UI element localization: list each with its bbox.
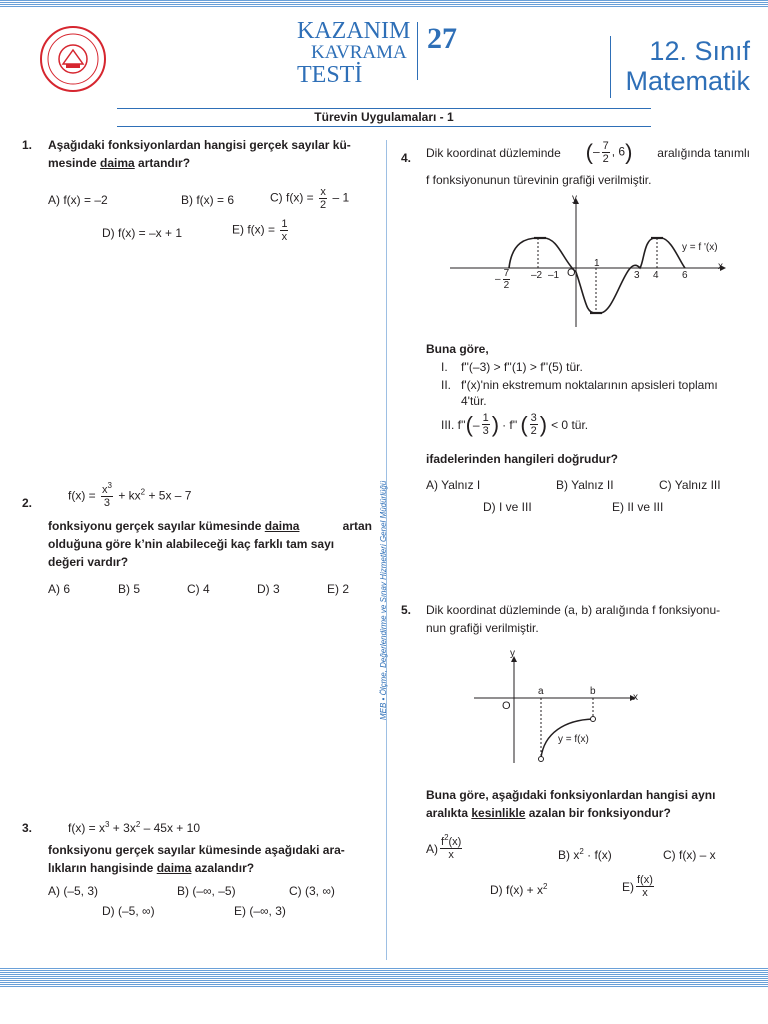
q4-line2: f fonksiyonunun türevinin grafiği verilmiştir. [426, 173, 652, 187]
q2-f-frac [101, 481, 113, 509]
q4-int-frac [602, 140, 610, 165]
grade-label: 12. Sınıf [649, 36, 750, 66]
q4-derivative-graph [448, 192, 738, 332]
q5-a-label: a [538, 686, 544, 697]
q4-option-c[interactable]: C) Yalnız III [659, 478, 721, 492]
q4-intro-post: aralığında tanımlı [657, 145, 750, 160]
q4-tick-frac-num: 7 [503, 268, 510, 279]
q5-graph-label: y = f(x) [558, 734, 589, 745]
q5-b-pre: B) x [558, 848, 580, 862]
q2-option-a[interactable]: A) 6 [48, 582, 71, 596]
q5-question-line2 [426, 804, 750, 822]
q4-interval: (– $\frac{7}{2}$ , 6) [585, 139, 633, 165]
q4-axis-y-label: y [572, 193, 577, 204]
q5-d-exp: 2 [543, 882, 548, 891]
q1-option-a[interactable]: A) f(x) = –2 [48, 193, 108, 207]
grade-subject [625, 36, 750, 96]
q1-stem [48, 136, 374, 172]
q1-c-pre: C) f(x) = [270, 190, 314, 205]
q4-tick-4: 4 [653, 270, 659, 281]
q5-e-den: x [642, 887, 648, 899]
q4-item-2-line1: f'(x)'nin ekstremum noktalarının apsisleri toplamı [461, 378, 718, 392]
q5-kesinlikle: kesinlikle [471, 806, 526, 820]
logo-testi: TESTİ [297, 62, 363, 88]
top-stripe-band [0, 0, 768, 8]
q2-option-d[interactable]: D) 3 [257, 582, 280, 596]
q4-tick-frac-den: 2 [503, 280, 510, 291]
q4-tick-origin: O [567, 267, 576, 279]
q4-option-a[interactable]: A) Yalnız I [426, 478, 481, 492]
q5-a-frac [440, 833, 462, 861]
q2-line3: değeri vardır? [48, 555, 129, 569]
q3-option-e[interactable]: E) (–∞, 3) [234, 904, 286, 918]
q5-a-num [440, 833, 462, 849]
q4-iii-frac1 [482, 412, 490, 437]
q4-tick-1: 1 [594, 258, 600, 269]
q1-e-pre: E) f(x) = [232, 222, 276, 237]
q4-intro-pre: Dik koordinat düzleminde [426, 145, 561, 160]
q5-q2c: azalan bir fonksiyondur? [525, 806, 671, 820]
q5-a-num-post: (x) [448, 836, 462, 848]
q5-number: 5. [401, 603, 412, 617]
q2-stem [48, 517, 372, 571]
q4-int-rest: , 6 [611, 144, 626, 159]
q5-open-dot-a [539, 757, 544, 762]
q3-line2 [48, 859, 372, 877]
q5-b-label: b [590, 686, 596, 697]
q4-option-d[interactable]: D) I ve III [483, 500, 532, 514]
q4-int-num: 7 [602, 140, 609, 152]
q5-line2: nun grafiği verilmiştir. [426, 621, 539, 635]
q5-d-pre: D) f(x) + x [490, 883, 543, 897]
q4-item-2-label: II. [441, 378, 452, 392]
q5-option-e[interactable] [622, 874, 656, 899]
q4-item-1-label: I. [441, 360, 448, 374]
q5-axis-y-label: y [510, 648, 515, 659]
q2-line1c: artan [342, 519, 372, 533]
q2-option-e[interactable]: E) 2 [327, 582, 350, 596]
q1-c-num: x [320, 186, 326, 198]
q5-b-exp: 2 [579, 847, 584, 856]
q5-question [426, 786, 750, 822]
q3-f-exp1: 3 [105, 820, 110, 829]
q3-f-c: – 45x + 10 [140, 821, 200, 835]
q3-number: 3. [22, 821, 33, 835]
q4-int-den: 2 [602, 153, 609, 165]
subject-label: Matematik [625, 66, 750, 96]
q1-line1: Aşağıdaki fonksiyonlardan hangisi gerçek sayılar kü- [48, 138, 351, 152]
q5-q2a: aralıkta [426, 806, 472, 820]
q5-axis-x-label: x [633, 692, 638, 703]
q4-axis-x-label: x [718, 261, 723, 272]
q4-iii-post: < 0 tür. [551, 417, 589, 432]
q3-option-b[interactable]: B) (–∞, –5) [177, 884, 236, 898]
q4-item-1: f''(–3) > f''(1) > f''(5) tür. [461, 360, 583, 374]
logo-kazanim: KAZANIM [297, 18, 411, 44]
grade-divider [610, 36, 611, 98]
logo-kavrama: KAVRAMA [311, 42, 407, 63]
q2-f-num [101, 481, 113, 497]
q4-item-2-line2: 4'tür. [461, 394, 487, 408]
q2-f-den: 3 [103, 497, 111, 509]
q5-open-dot-b [591, 717, 596, 722]
q2-option-b[interactable]: B) 5 [118, 582, 141, 596]
q5-a-den: x [448, 849, 454, 861]
q5-option-d[interactable] [490, 883, 547, 897]
q2-function [68, 481, 192, 509]
q1-option-e[interactable] [232, 218, 290, 243]
q4-iii-n2: 3 [530, 412, 537, 424]
q3-f-exp2: 2 [135, 820, 141, 829]
q3-line2a: lıkların hangisinde [48, 861, 157, 875]
q4-question: ifadelerinden hangileri doğrudur? [426, 452, 619, 466]
q4-iii-d1: 3 [482, 425, 489, 437]
q5-b-post: · f(x) [583, 848, 612, 862]
q4-option-e[interactable]: E) II ve III [612, 500, 664, 514]
topic-rule-top [117, 108, 651, 109]
q4-iii-pre: III. f'' [441, 417, 466, 432]
q4-tick-6: 6 [682, 270, 688, 281]
q1-line2 [48, 154, 374, 172]
q4-iii-d2: 2 [530, 425, 537, 437]
q3-option-d[interactable]: D) (–5, ∞) [102, 904, 155, 918]
q4-iii-n1: 1 [482, 412, 489, 424]
q4-option-b[interactable]: B) Yalnız II [556, 478, 614, 492]
bottom-stripe-band [0, 968, 768, 988]
q5-question-line1: Buna göre, aşağıdaki fonksiyonlardan hangisi aynı [426, 788, 716, 802]
q5-stem [426, 601, 750, 637]
q5-option-c[interactable]: C) f(x) – x [663, 848, 716, 862]
q1-line2c: artandır? [134, 156, 191, 170]
q1-c-den: 2 [320, 199, 327, 211]
q2-option-c[interactable]: C) 4 [187, 582, 210, 596]
q2-line1a: fonksiyonu gerçek sayılar kümesinde [48, 519, 265, 533]
q5-e-frac [636, 874, 654, 899]
q1-option-c[interactable] [270, 186, 349, 211]
q1-number: 1. [22, 138, 33, 152]
q4-tick-m1: –1 [548, 270, 560, 281]
q4-graph-label: y = f '(x) [682, 242, 718, 253]
q3-function [68, 821, 200, 835]
q2-line2: olduğuna göre k’nin alabileceği kaç farklı tam sayı [48, 537, 335, 551]
q3-stem [48, 841, 372, 877]
q2-daima: daima [264, 519, 300, 533]
q1-e-den: x [281, 231, 288, 243]
q4-tick-3: 3 [634, 270, 640, 281]
q5-line1: Dik koordinat düzleminde (a, b) aralığında f fonksiyonu- [426, 603, 721, 617]
meb-emblem-icon [38, 24, 108, 94]
q2-f-num-base: x [102, 484, 108, 496]
q5-a-num-exp: 2 [444, 833, 449, 842]
q3-line2c: azalandır? [191, 861, 255, 875]
q5-e-pre: E) [622, 879, 634, 894]
q4-item-3: III. f'' ( – $\frac{1}{3}$ ) · f'' ( $\frac{3}{2}$ ) < 0 tür. [441, 411, 589, 437]
q5-a-pre: A) [426, 841, 438, 856]
q4-intro [426, 140, 750, 165]
q3-option-a[interactable]: A) (–5, 3) [48, 884, 99, 898]
q3-daima: daima [156, 861, 192, 875]
test-number: 27 [427, 22, 457, 55]
q5-option-b[interactable] [558, 848, 612, 862]
q3-line1: fonksiyonu gerçek sayılar kümesinde aşağıdaki ara- [48, 843, 345, 857]
q3-option-c[interactable]: C) (3, ∞) [289, 884, 335, 898]
q1-line2a: mesinde [48, 156, 101, 170]
q2-f-post2: + 5x – 7 [148, 488, 192, 503]
q5-origin-label: O [502, 700, 511, 712]
q1-e-frac [280, 218, 288, 243]
q5-a-num-base: f [441, 836, 445, 848]
logo-divider [417, 22, 418, 80]
q4-tick-m2: –2 [531, 270, 543, 281]
q4-number: 4. [401, 151, 412, 165]
topic-rule-bottom [117, 126, 651, 127]
q3-f-b: + 3x [109, 821, 136, 835]
q4-tick-frac: – $\frac{7}{2}$ [495, 268, 510, 291]
q5-e-num: f(x) [637, 874, 653, 886]
q4-iii-frac2 [530, 412, 538, 437]
q2-line1 [48, 517, 372, 535]
topic-title: Türevin Uygulamaları - 1 [314, 110, 454, 124]
q4-buna-gore: Buna göre, [426, 342, 489, 356]
logo [297, 20, 410, 86]
q2-f-num-exp: 3 [107, 481, 112, 490]
q1-option-d[interactable]: D) f(x) = –x + 1 [102, 226, 183, 240]
q2-f-post1: + kx [118, 488, 141, 503]
q5-option-a[interactable] [426, 833, 464, 861]
q1-c-frac [319, 186, 327, 211]
q2-number: 2. [22, 496, 33, 510]
q3-f-a: f(x) = x [68, 821, 106, 835]
q4-iii-mid: · f'' [502, 417, 518, 432]
q2-f-pre: f(x) = [68, 488, 96, 503]
q1-option-b[interactable]: B) f(x) = 6 [181, 193, 235, 207]
q1-daima: daima [100, 156, 135, 170]
q2-f-post-exp: 2 [140, 487, 146, 497]
q5-function-graph [470, 648, 640, 770]
q4-tick-frac-inner [503, 268, 511, 291]
side-text: MEB • Ölçme, Değerlendirme ve Sınav Hizmetleri Genel Müdürlüğü [379, 480, 388, 720]
q1-c-post: – 1 [332, 190, 350, 205]
q1-e-num: 1 [281, 218, 288, 230]
